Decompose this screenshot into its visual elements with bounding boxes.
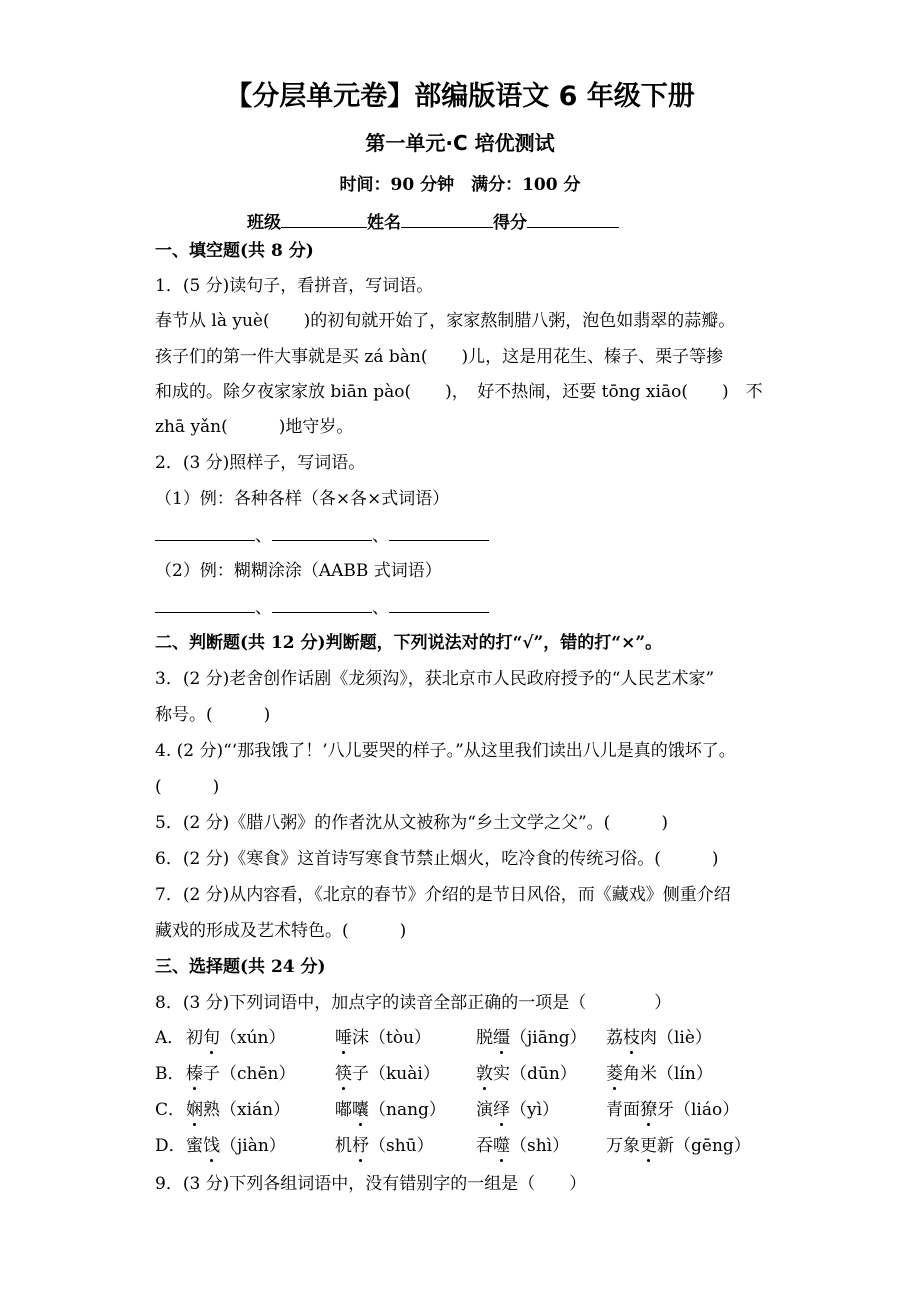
word-part: 青面 [606,1100,640,1120]
word-part: 万象 [606,1136,640,1156]
pinyin: （shū） [369,1136,434,1156]
option-label[interactable]: C． [155,1100,186,1120]
score-label: 得分 [493,213,527,233]
word-part: 嘟 [335,1100,352,1120]
word-part: 脱 [476,1028,493,1048]
q2-sub1-answer-row [155,524,489,547]
dotted-char: 更 [640,1136,657,1156]
q1-stem: 1．(5 分)读句子，看拼音，写词语。 [155,276,434,296]
dotted-char: 囔 [352,1100,369,1120]
exam-meta: 时间：90 分钟 满分：100 分 [339,175,581,195]
judge-line: 6．(2 分)《寒食》这首诗写寒食节禁止烟火，吃冷食的传统习俗。( ) [155,849,719,869]
option-word [186,1099,290,1121]
pinyin: （liáo） [674,1100,740,1120]
pinyin: （tòu） [369,1028,432,1048]
answer-blank[interactable] [155,524,255,541]
q1-line: 和成的。除夕夜家家放 biān pào( )， 好不热闹，还要 tōng xiāo( ) 不 [155,382,763,402]
section3-heading: 三、选择题(共 24 分) [155,957,326,977]
judge-line: 藏戏的形成及艺术特色。( ) [155,921,407,941]
score-field[interactable] [527,211,619,228]
pinyin: （nang） [369,1100,446,1120]
q2-sub2: （2）例：糊糊涂涂（AABB 式词语） [155,561,442,581]
option-word [335,1135,434,1157]
answer-blank[interactable] [272,524,372,541]
word-part: 机 [335,1136,352,1156]
q2-sub1: （1）例：各种各样（各×各×式词语） [155,489,450,509]
pinyin: （lín） [657,1064,713,1084]
word-part: 蜜 [186,1136,203,1156]
option-word [476,1027,587,1049]
pinyin: （jiàn） [220,1136,286,1156]
section2-heading: 二、判断题(共 12 分)判断题，下列说法对的打“√”，错的打“×”。 [155,633,663,653]
option-word [606,1099,739,1121]
dotted-char: 杼 [352,1136,369,1156]
answer-blank[interactable] [389,524,489,541]
word-part: 实 [493,1064,510,1084]
dotted-char: 榛 [186,1064,203,1084]
class-field[interactable] [281,211,367,228]
pinyin: （kuài） [369,1064,440,1084]
pinyin: （jiāng） [510,1028,587,1048]
option-word [606,1135,751,1157]
judge-line: 7．(2 分)从内容看，《北京的春节》介绍的是节日风俗，而《藏戏》侧重介绍 [155,885,731,905]
page-subtitle: 第一单元·C 培优测试 [365,131,555,155]
option-word [186,1027,286,1049]
option-word [335,1099,446,1121]
name-label: 姓名 [367,213,401,233]
dotted-char: 唾 [335,1028,352,1048]
option-word [606,1063,713,1085]
pinyin: （dūn） [510,1064,577,1084]
dotted-char: 枝 [623,1028,640,1048]
option-word [335,1027,431,1049]
answer-blank[interactable] [389,596,489,613]
pinyin: （shì） [510,1136,570,1156]
judge-line: 5．(2 分)《腊八粥》的作者沈从文被称为“乡土文学之父”。( ) [155,813,668,833]
dotted-char: 绎 [493,1100,510,1120]
option-word [476,1099,559,1121]
section1-heading: 一、填空题(共 8 分) [155,241,314,261]
word-part: 熟 [203,1100,220,1120]
page-title: 【分层单元卷】部编版语文 6 年级下册 [225,81,695,112]
pinyin: （liè） [657,1028,712,1048]
word-part: 牙 [657,1100,674,1120]
word-part: 角米 [623,1064,657,1084]
word-part: 子 [203,1064,220,1084]
word-part: 肉 [640,1028,657,1048]
judge-line: ( ) [155,777,220,797]
pinyin: （gēng） [674,1136,751,1156]
answer-blank[interactable] [155,596,255,613]
student-info-row [247,211,619,234]
q1-line: 春节从 là yuè( )的初旬就开始了，家家熬制腊八粥，泡色如翡翠的蒜瓣。 [155,311,736,331]
dotted-char: 娴 [186,1100,203,1120]
dotted-char: 缰 [493,1028,510,1048]
judge-line: 3．(2 分)老舍创作话剧《龙须沟》，获北京市人民政府授予的“人民艺术家” [155,669,715,689]
word-part: 新 [657,1136,674,1156]
q1-line: zhā yǎn( )地守岁。 [155,417,354,437]
word-part: 子 [352,1064,369,1084]
dotted-char: 筷 [335,1064,352,1084]
dotted-char: 噬 [493,1136,510,1156]
option-label[interactable]: B． [155,1064,185,1084]
option-word [476,1135,569,1157]
q8-stem: 8．(3 分)下列词语中，加点字的读音全部正确的一项是（ ） [155,993,672,1013]
judge-line: 4. (2 分)“‘那我饿了！’八儿要哭的样子。”从这里我们读出八儿是真的饿坏了。 [155,741,736,761]
word-part: 荔 [606,1028,623,1048]
class-label: 班级 [247,213,281,233]
word-part: 沫 [352,1028,369,1048]
separator: 、 [372,598,389,618]
separator: 、 [372,526,389,546]
word-part: 吞 [476,1136,493,1156]
option-word [186,1135,286,1157]
q1-line: 孩子们的第一件大事就是买 zá bàn( )儿，这是用花生、榛子、栗子等掺 [155,347,724,367]
q9-stem: 9．(3 分)下列各组词语中，没有错别字的一组是（ ） [155,1174,587,1194]
separator: 、 [255,598,272,618]
dotted-char: 旬 [203,1028,220,1048]
word-part: 初 [186,1028,203,1048]
judge-line: 称号。( ) [155,705,271,725]
option-label[interactable]: D． [155,1136,186,1156]
dotted-char: 敦 [476,1064,493,1084]
separator: 、 [255,526,272,546]
pinyin: （xún） [220,1028,286,1048]
dotted-char: 饯 [203,1136,220,1156]
q2-sub2-answer-row [155,596,489,619]
answer-blank[interactable] [272,596,372,613]
dotted-char: 菱 [606,1064,623,1084]
option-word [335,1063,440,1085]
pinyin: （chēn） [220,1064,296,1084]
pinyin: （yì） [510,1100,560,1120]
q2-stem: 2．(3 分)照样子，写词语。 [155,453,366,473]
pinyin: （xián） [220,1100,291,1120]
option-word [606,1027,712,1049]
option-word [476,1063,577,1085]
option-label[interactable]: A． [155,1028,185,1048]
option-word [186,1063,295,1085]
name-field[interactable] [401,211,493,228]
dotted-char: 獠 [640,1100,657,1120]
word-part: 演 [476,1100,493,1120]
